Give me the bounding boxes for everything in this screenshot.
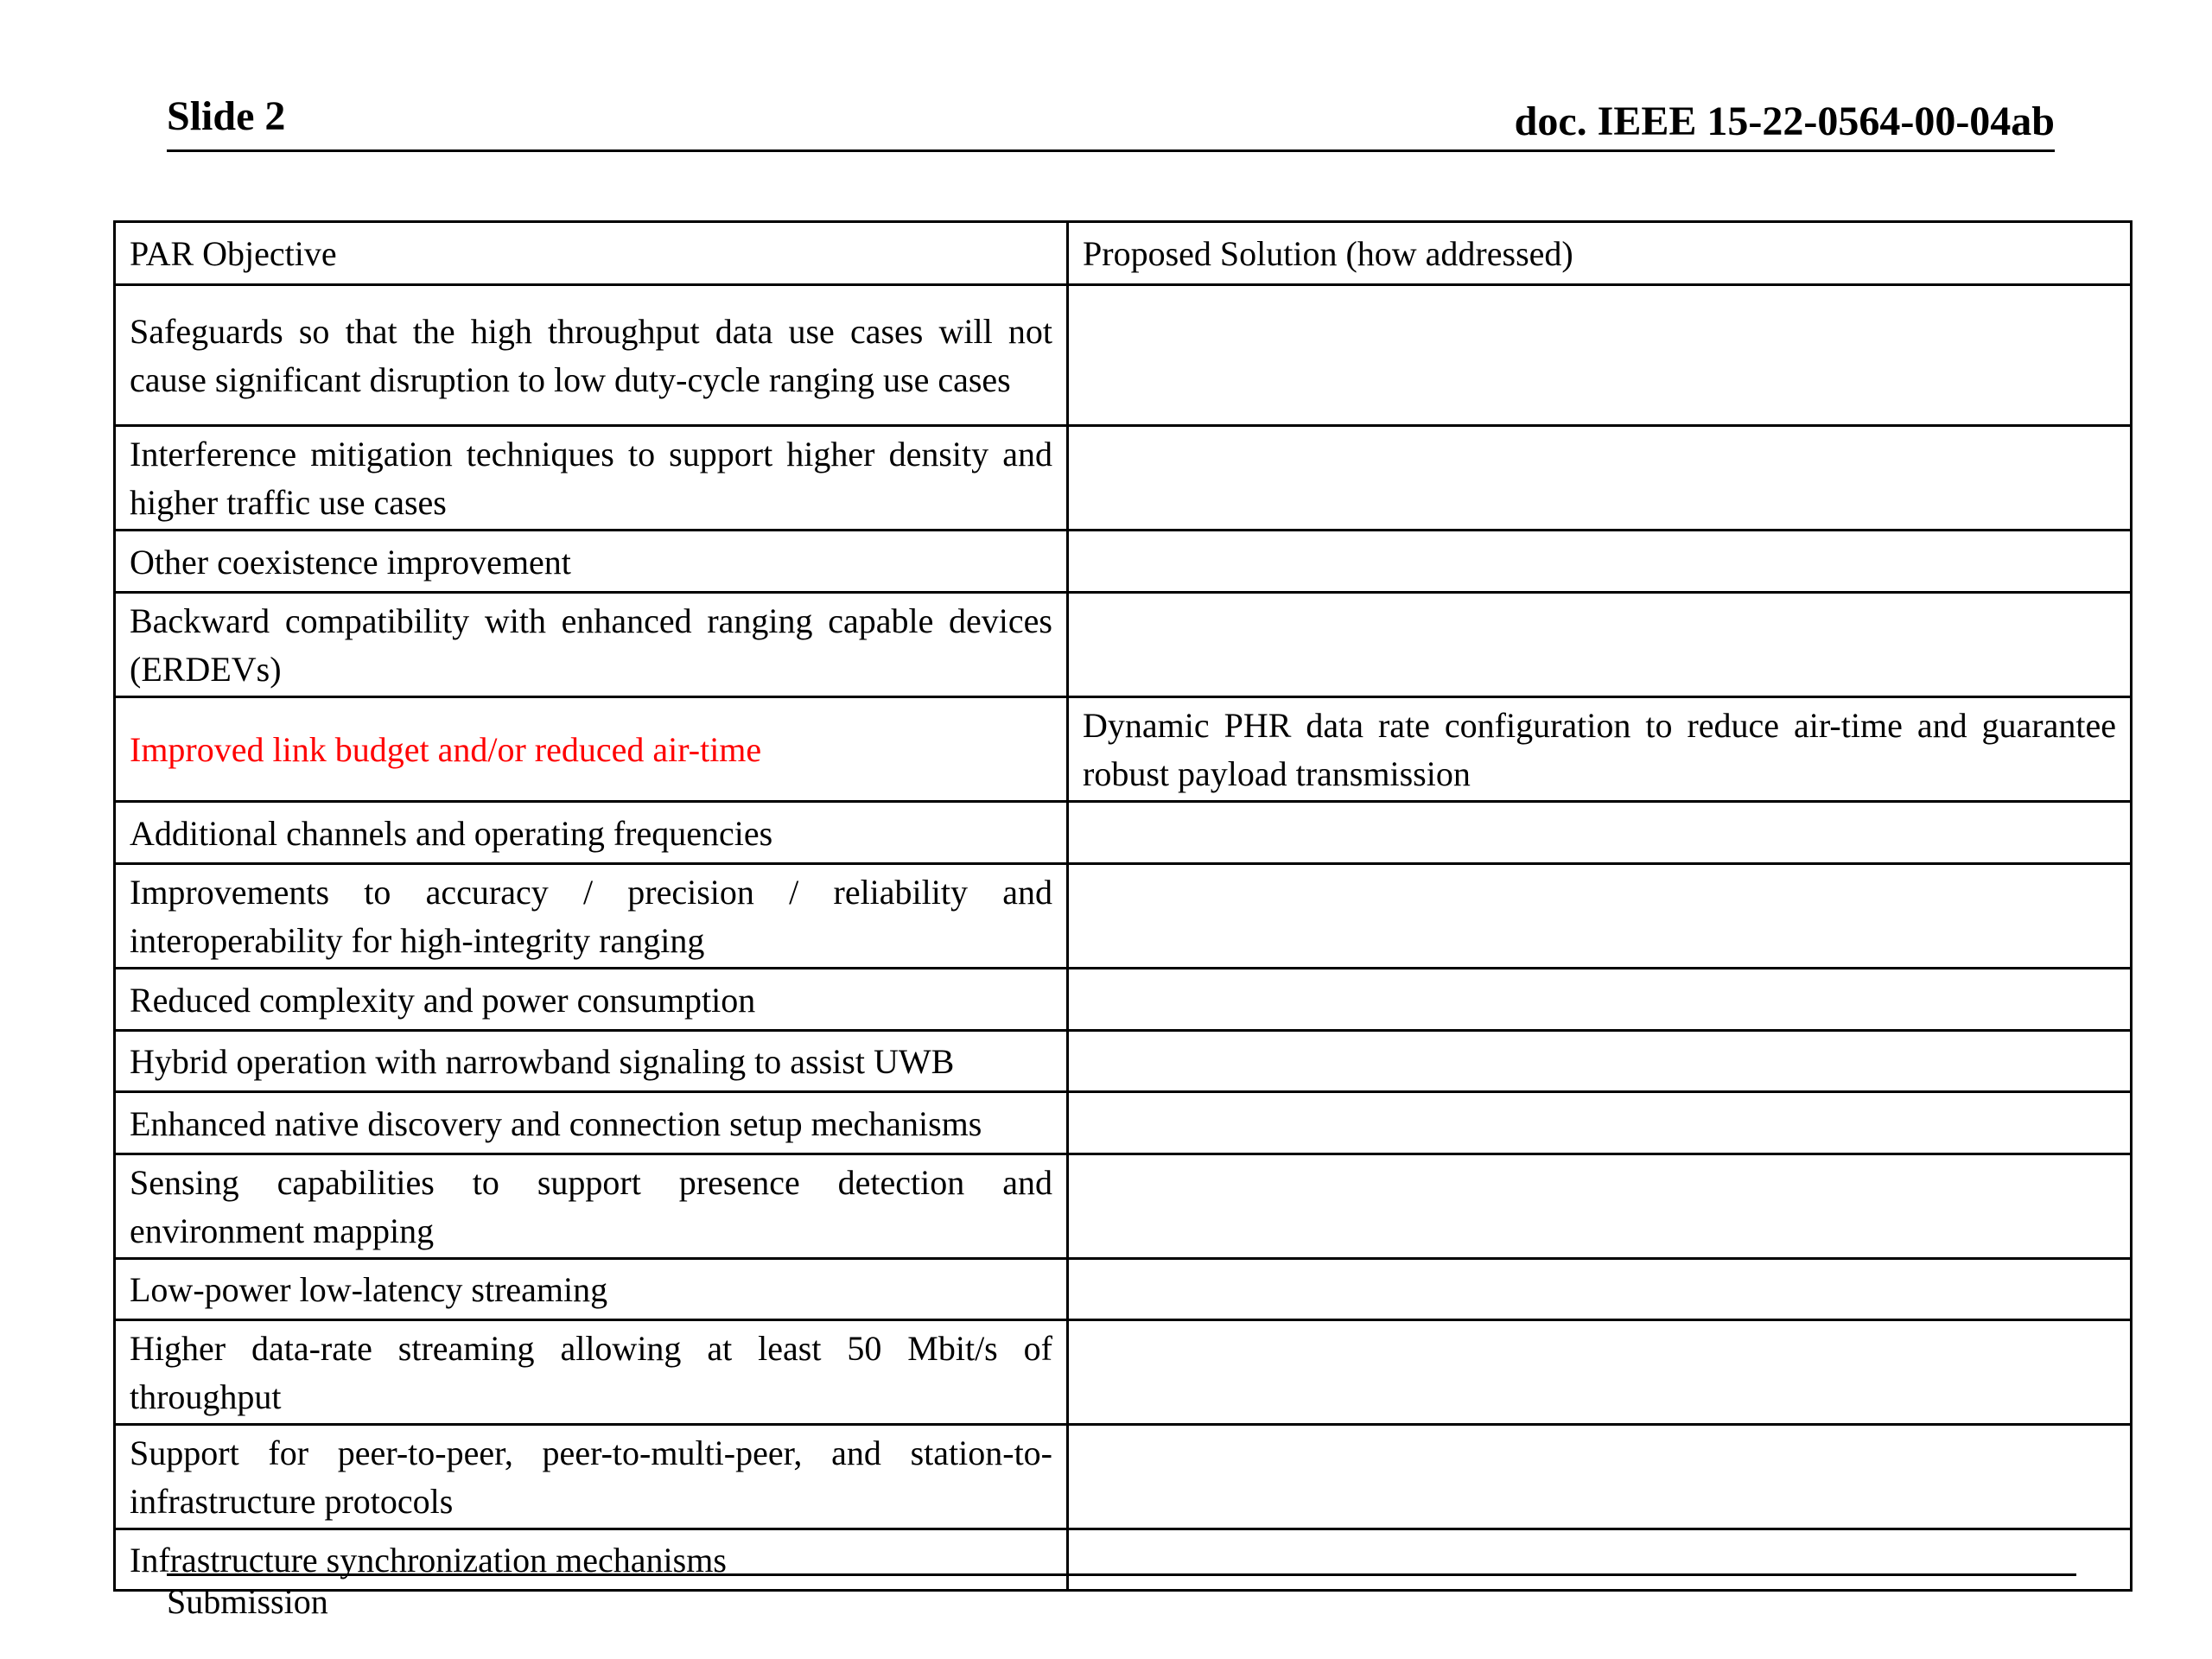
table-row bbox=[115, 1425, 2132, 1529]
header-par-objective: PAR Objective bbox=[115, 222, 1068, 285]
solution-cell bbox=[1068, 426, 2132, 531]
objective-cell: Reduced complexity and power consumption bbox=[115, 969, 1068, 1031]
objective-cell: Safeguards so that the high throughput data use cases will not cause significant disruption to low duty-cycle ranging use cases bbox=[115, 285, 1068, 426]
table-row bbox=[115, 426, 2132, 531]
table-row bbox=[115, 1259, 2132, 1320]
objective-cell: Support for peer-to-peer, peer-to-multi-peer, and station-to-infrastructure protocols bbox=[115, 1425, 1068, 1529]
table-row bbox=[115, 864, 2132, 969]
solution-cell bbox=[1068, 1154, 2132, 1259]
solution-cell bbox=[1068, 1529, 2132, 1591]
objective-cell-highlighted: Improved link budget and/or reduced air-time bbox=[115, 697, 1068, 802]
slide-header bbox=[167, 91, 2055, 152]
table-row bbox=[115, 1154, 2132, 1259]
table-row bbox=[115, 969, 2132, 1031]
slide-number: Slide 2 bbox=[167, 93, 286, 139]
objective-cell: Other coexistence improvement bbox=[115, 531, 1068, 593]
solution-cell: Dynamic PHR data rate configuration to reduce air-time and guarantee robust payload transmission bbox=[1068, 697, 2132, 802]
objective-cell: Interference mitigation techniques to support higher density and higher traffic use cases bbox=[115, 426, 1068, 531]
solution-cell bbox=[1068, 1320, 2132, 1425]
objective-cell: Enhanced native discovery and connection setup mechanisms bbox=[115, 1092, 1068, 1154]
table-row bbox=[115, 593, 2132, 697]
table-row bbox=[115, 1529, 2132, 1591]
par-objectives-table bbox=[113, 220, 2133, 1592]
table-header-row bbox=[115, 222, 2132, 285]
solution-cell bbox=[1068, 864, 2132, 969]
solution-cell bbox=[1068, 593, 2132, 697]
objective-cell: Higher data-rate streaming allowing at least 50 Mbit/s of throughput bbox=[115, 1320, 1068, 1425]
table-row bbox=[115, 1092, 2132, 1154]
objective-cell: Improvements to accuracy / precision / reliability and interoperability for high-integrity ranging bbox=[115, 864, 1068, 969]
table-row bbox=[115, 1320, 2132, 1425]
table-row bbox=[115, 1031, 2132, 1092]
objective-cell: Infrastructure synchronization mechanisms bbox=[115, 1529, 1068, 1591]
solution-cell bbox=[1068, 1092, 2132, 1154]
objective-cell: Low-power low-latency streaming bbox=[115, 1259, 1068, 1320]
footer-submission: Submission bbox=[167, 1582, 328, 1621]
objective-cell: Additional channels and operating frequencies bbox=[115, 802, 1068, 864]
document-id: doc. IEEE 15-22-0564-00-04ab bbox=[1514, 99, 2055, 144]
solution-cell bbox=[1068, 969, 2132, 1031]
footer-divider bbox=[167, 1573, 2076, 1576]
solution-cell bbox=[1068, 802, 2132, 864]
header-proposed-solution: Proposed Solution (how addressed) bbox=[1068, 222, 2132, 285]
solution-cell bbox=[1068, 1425, 2132, 1529]
solution-cell bbox=[1068, 1259, 2132, 1320]
objective-cell: Backward compatibility with enhanced ranging capable devices (ERDEVs) bbox=[115, 593, 1068, 697]
solution-cell bbox=[1068, 285, 2132, 426]
table-row-highlighted bbox=[115, 697, 2132, 802]
table-row bbox=[115, 285, 2132, 426]
table-row bbox=[115, 802, 2132, 864]
solution-cell bbox=[1068, 531, 2132, 593]
table-row bbox=[115, 531, 2132, 593]
solution-cell bbox=[1068, 1031, 2132, 1092]
objective-cell: Hybrid operation with narrowband signaling to assist UWB bbox=[115, 1031, 1068, 1092]
objective-cell: Sensing capabilities to support presence detection and environment mapping bbox=[115, 1154, 1068, 1259]
